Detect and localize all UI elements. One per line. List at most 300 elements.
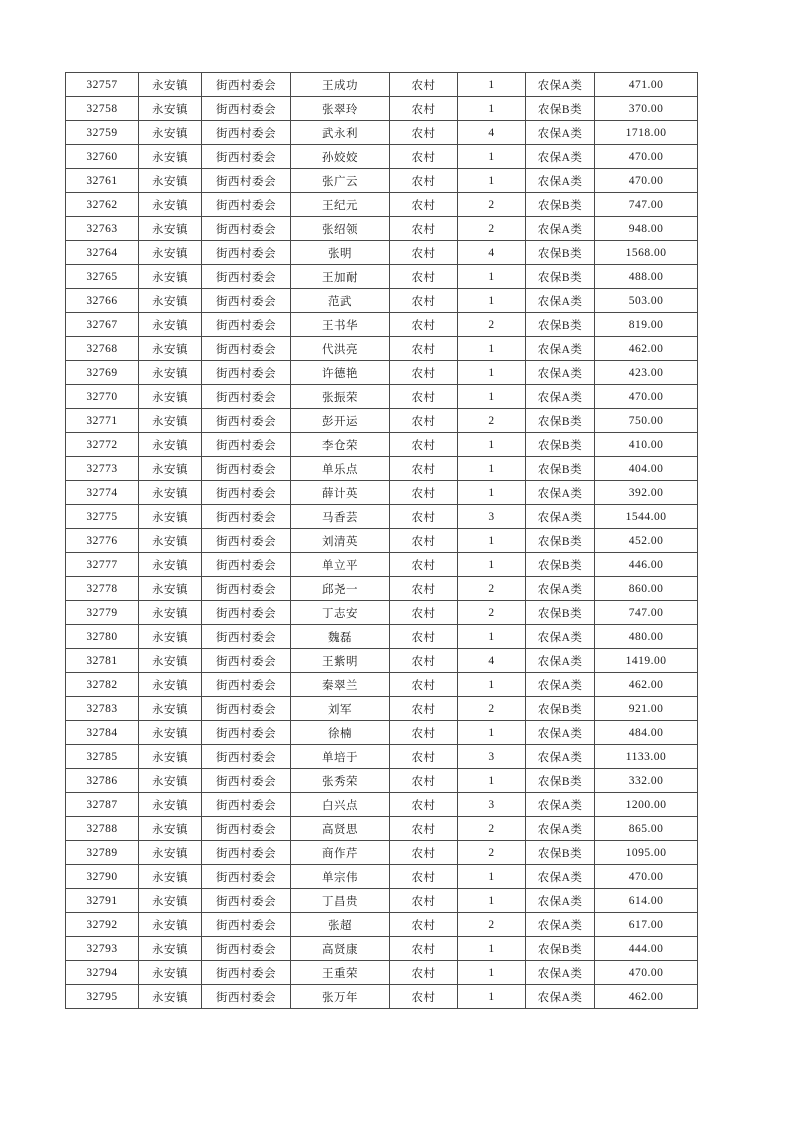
cell-town: 永安镇 <box>139 241 202 265</box>
cell-category: 农保B类 <box>526 697 595 721</box>
table-row <box>66 553 698 577</box>
cell-town: 永安镇 <box>139 721 202 745</box>
cell-count: 1 <box>458 337 526 361</box>
cell-category: 农保A类 <box>526 985 595 1009</box>
cell-type: 农村 <box>390 889 458 913</box>
cell-category: 农保A类 <box>526 625 595 649</box>
cell-name: 高贤康 <box>291 937 390 961</box>
cell-village: 街西村委会 <box>202 265 291 289</box>
cell-type: 农村 <box>390 745 458 769</box>
cell-amount: 470.00 <box>595 961 698 985</box>
cell-name: 张秀荣 <box>291 769 390 793</box>
cell-category: 农保B类 <box>526 265 595 289</box>
cell-category: 农保A类 <box>526 217 595 241</box>
cell-type: 农村 <box>390 961 458 985</box>
cell-amount: 1095.00 <box>595 841 698 865</box>
cell-count: 2 <box>458 817 526 841</box>
cell-amount: 1133.00 <box>595 745 698 769</box>
data-table <box>65 72 698 1009</box>
cell-type: 农村 <box>390 481 458 505</box>
cell-town: 永安镇 <box>139 481 202 505</box>
cell-type: 农村 <box>390 793 458 817</box>
cell-category: 农保A类 <box>526 817 595 841</box>
cell-village: 街西村委会 <box>202 529 291 553</box>
cell-village: 街西村委会 <box>202 553 291 577</box>
cell-town: 永安镇 <box>139 457 202 481</box>
cell-village: 街西村委会 <box>202 409 291 433</box>
cell-name: 丁志安 <box>291 601 390 625</box>
table-row <box>66 193 698 217</box>
cell-name: 张万年 <box>291 985 390 1009</box>
table-row <box>66 697 698 721</box>
table-row <box>66 937 698 961</box>
cell-name: 白兴点 <box>291 793 390 817</box>
cell-count: 2 <box>458 577 526 601</box>
cell-type: 农村 <box>390 433 458 457</box>
cell-type: 农村 <box>390 265 458 289</box>
cell-type: 农村 <box>390 649 458 673</box>
cell-type: 农村 <box>390 385 458 409</box>
cell-village: 街西村委会 <box>202 889 291 913</box>
cell-town: 永安镇 <box>139 193 202 217</box>
cell-town: 永安镇 <box>139 817 202 841</box>
cell-amount: 470.00 <box>595 145 698 169</box>
cell-name: 高贤思 <box>291 817 390 841</box>
cell-type: 农村 <box>390 865 458 889</box>
cell-id: 32779 <box>66 601 139 625</box>
cell-town: 永安镇 <box>139 217 202 241</box>
cell-village: 街西村委会 <box>202 457 291 481</box>
cell-count: 3 <box>458 745 526 769</box>
cell-name: 张超 <box>291 913 390 937</box>
cell-id: 32761 <box>66 169 139 193</box>
table-row <box>66 769 698 793</box>
cell-category: 农保B类 <box>526 601 595 625</box>
cell-name: 彭开运 <box>291 409 390 433</box>
cell-type: 农村 <box>390 121 458 145</box>
cell-id: 32790 <box>66 865 139 889</box>
cell-town: 永安镇 <box>139 769 202 793</box>
table-row <box>66 913 698 937</box>
cell-town: 永安镇 <box>139 505 202 529</box>
cell-count: 1 <box>458 73 526 97</box>
cell-amount: 860.00 <box>595 577 698 601</box>
table-row <box>66 313 698 337</box>
cell-type: 农村 <box>390 697 458 721</box>
table-row <box>66 505 698 529</box>
cell-id: 32757 <box>66 73 139 97</box>
cell-id: 32786 <box>66 769 139 793</box>
cell-name: 武永利 <box>291 121 390 145</box>
cell-amount: 819.00 <box>595 313 698 337</box>
cell-type: 农村 <box>390 841 458 865</box>
table-row <box>66 793 698 817</box>
cell-amount: 410.00 <box>595 433 698 457</box>
cell-id: 32772 <box>66 433 139 457</box>
cell-name: 王成功 <box>291 73 390 97</box>
cell-village: 街西村委会 <box>202 361 291 385</box>
cell-town: 永安镇 <box>139 361 202 385</box>
cell-amount: 480.00 <box>595 625 698 649</box>
cell-count: 4 <box>458 241 526 265</box>
cell-amount: 617.00 <box>595 913 698 937</box>
cell-name: 单培于 <box>291 745 390 769</box>
table-row <box>66 889 698 913</box>
table-row <box>66 241 698 265</box>
cell-village: 街西村委会 <box>202 433 291 457</box>
cell-id: 32792 <box>66 913 139 937</box>
cell-category: 农保A类 <box>526 337 595 361</box>
cell-id: 32769 <box>66 361 139 385</box>
cell-category: 农保A类 <box>526 385 595 409</box>
cell-village: 街西村委会 <box>202 817 291 841</box>
cell-name: 邱尧一 <box>291 577 390 601</box>
cell-count: 1 <box>458 457 526 481</box>
cell-category: 农保A类 <box>526 673 595 697</box>
cell-village: 街西村委会 <box>202 913 291 937</box>
table-row <box>66 817 698 841</box>
cell-count: 1 <box>458 961 526 985</box>
cell-type: 农村 <box>390 505 458 529</box>
table-row <box>66 169 698 193</box>
cell-id: 32768 <box>66 337 139 361</box>
table-row <box>66 217 698 241</box>
cell-village: 街西村委会 <box>202 577 291 601</box>
cell-amount: 471.00 <box>595 73 698 97</box>
table-row <box>66 865 698 889</box>
table-row <box>66 481 698 505</box>
cell-amount: 747.00 <box>595 193 698 217</box>
cell-name: 张绍领 <box>291 217 390 241</box>
cell-town: 永安镇 <box>139 841 202 865</box>
cell-id: 32780 <box>66 625 139 649</box>
cell-category: 农保B类 <box>526 433 595 457</box>
cell-category: 农保A类 <box>526 145 595 169</box>
cell-category: 农保A类 <box>526 361 595 385</box>
cell-category: 农保A类 <box>526 577 595 601</box>
cell-type: 农村 <box>390 721 458 745</box>
table-row <box>66 841 698 865</box>
cell-type: 农村 <box>390 937 458 961</box>
cell-category: 农保B类 <box>526 241 595 265</box>
cell-type: 农村 <box>390 169 458 193</box>
cell-count: 1 <box>458 169 526 193</box>
cell-name: 许德艳 <box>291 361 390 385</box>
cell-town: 永安镇 <box>139 73 202 97</box>
cell-name: 张广云 <box>291 169 390 193</box>
cell-count: 4 <box>458 649 526 673</box>
cell-village: 街西村委会 <box>202 169 291 193</box>
table-row <box>66 721 698 745</box>
cell-id: 32770 <box>66 385 139 409</box>
cell-type: 农村 <box>390 601 458 625</box>
table-row <box>66 961 698 985</box>
cell-village: 街西村委会 <box>202 97 291 121</box>
cell-count: 4 <box>458 121 526 145</box>
cell-type: 农村 <box>390 313 458 337</box>
cell-town: 永安镇 <box>139 937 202 961</box>
table-row <box>66 601 698 625</box>
cell-town: 永安镇 <box>139 409 202 433</box>
cell-count: 2 <box>458 913 526 937</box>
cell-id: 32782 <box>66 673 139 697</box>
table-row <box>66 985 698 1009</box>
cell-amount: 948.00 <box>595 217 698 241</box>
cell-town: 永安镇 <box>139 865 202 889</box>
cell-category: 农保B类 <box>526 97 595 121</box>
cell-id: 32794 <box>66 961 139 985</box>
cell-name: 丁昌贵 <box>291 889 390 913</box>
cell-name: 代洪亮 <box>291 337 390 361</box>
table-row <box>66 289 698 313</box>
cell-town: 永安镇 <box>139 313 202 337</box>
cell-id: 32777 <box>66 553 139 577</box>
cell-id: 32771 <box>66 409 139 433</box>
cell-count: 2 <box>458 409 526 433</box>
cell-name: 王书华 <box>291 313 390 337</box>
cell-village: 街西村委会 <box>202 73 291 97</box>
table-row <box>66 673 698 697</box>
cell-village: 街西村委会 <box>202 625 291 649</box>
cell-name: 王加耐 <box>291 265 390 289</box>
cell-town: 永安镇 <box>139 625 202 649</box>
cell-id: 32760 <box>66 145 139 169</box>
cell-type: 农村 <box>390 457 458 481</box>
cell-name: 单宗伟 <box>291 865 390 889</box>
cell-village: 街西村委会 <box>202 697 291 721</box>
cell-count: 1 <box>458 625 526 649</box>
cell-amount: 747.00 <box>595 601 698 625</box>
cell-count: 1 <box>458 97 526 121</box>
table-row <box>66 409 698 433</box>
cell-name: 范武 <box>291 289 390 313</box>
cell-town: 永安镇 <box>139 649 202 673</box>
cell-village: 街西村委会 <box>202 337 291 361</box>
cell-type: 农村 <box>390 361 458 385</box>
cell-amount: 370.00 <box>595 97 698 121</box>
cell-count: 1 <box>458 673 526 697</box>
cell-village: 街西村委会 <box>202 769 291 793</box>
cell-id: 32784 <box>66 721 139 745</box>
cell-amount: 462.00 <box>595 985 698 1009</box>
cell-category: 农保A类 <box>526 865 595 889</box>
cell-type: 农村 <box>390 529 458 553</box>
cell-id: 32791 <box>66 889 139 913</box>
cell-town: 永安镇 <box>139 145 202 169</box>
cell-town: 永安镇 <box>139 121 202 145</box>
cell-category: 农保B类 <box>526 457 595 481</box>
cell-id: 32793 <box>66 937 139 961</box>
cell-id: 32766 <box>66 289 139 313</box>
cell-id: 32789 <box>66 841 139 865</box>
cell-category: 农保A类 <box>526 121 595 145</box>
table-row <box>66 361 698 385</box>
cell-id: 32762 <box>66 193 139 217</box>
cell-name: 王紫明 <box>291 649 390 673</box>
cell-type: 农村 <box>390 193 458 217</box>
cell-count: 1 <box>458 145 526 169</box>
cell-town: 永安镇 <box>139 745 202 769</box>
cell-id: 32765 <box>66 265 139 289</box>
cell-category: 农保B类 <box>526 553 595 577</box>
cell-village: 街西村委会 <box>202 217 291 241</box>
cell-id: 32778 <box>66 577 139 601</box>
cell-id: 32783 <box>66 697 139 721</box>
cell-name: 马香芸 <box>291 505 390 529</box>
cell-count: 1 <box>458 481 526 505</box>
cell-amount: 470.00 <box>595 169 698 193</box>
cell-type: 农村 <box>390 913 458 937</box>
cell-town: 永安镇 <box>139 265 202 289</box>
cell-type: 农村 <box>390 409 458 433</box>
cell-village: 街西村委会 <box>202 793 291 817</box>
cell-name: 魏磊 <box>291 625 390 649</box>
cell-town: 永安镇 <box>139 337 202 361</box>
cell-town: 永安镇 <box>139 985 202 1009</box>
cell-category: 农保A类 <box>526 169 595 193</box>
cell-count: 1 <box>458 769 526 793</box>
cell-id: 32763 <box>66 217 139 241</box>
cell-count: 1 <box>458 265 526 289</box>
cell-category: 农保B类 <box>526 313 595 337</box>
cell-id: 32785 <box>66 745 139 769</box>
cell-category: 农保A类 <box>526 889 595 913</box>
cell-id: 32759 <box>66 121 139 145</box>
cell-town: 永安镇 <box>139 553 202 577</box>
cell-village: 街西村委会 <box>202 385 291 409</box>
cell-village: 街西村委会 <box>202 601 291 625</box>
table-body <box>66 73 698 1009</box>
cell-type: 农村 <box>390 217 458 241</box>
cell-village: 街西村委会 <box>202 745 291 769</box>
cell-category: 农保A类 <box>526 913 595 937</box>
cell-name: 张翠玲 <box>291 97 390 121</box>
cell-type: 农村 <box>390 769 458 793</box>
cell-amount: 921.00 <box>595 697 698 721</box>
cell-village: 街西村委会 <box>202 673 291 697</box>
cell-village: 街西村委会 <box>202 961 291 985</box>
cell-type: 农村 <box>390 553 458 577</box>
cell-count: 1 <box>458 889 526 913</box>
cell-amount: 470.00 <box>595 385 698 409</box>
cell-amount: 462.00 <box>595 673 698 697</box>
cell-village: 街西村委会 <box>202 649 291 673</box>
cell-town: 永安镇 <box>139 793 202 817</box>
cell-amount: 503.00 <box>595 289 698 313</box>
cell-id: 32776 <box>66 529 139 553</box>
cell-name: 王重荣 <box>291 961 390 985</box>
cell-village: 街西村委会 <box>202 721 291 745</box>
cell-name: 孙姣姣 <box>291 145 390 169</box>
cell-village: 街西村委会 <box>202 481 291 505</box>
cell-count: 2 <box>458 841 526 865</box>
cell-name: 张明 <box>291 241 390 265</box>
cell-category: 农保A类 <box>526 745 595 769</box>
table-row <box>66 433 698 457</box>
cell-type: 农村 <box>390 289 458 313</box>
cell-name: 刘清英 <box>291 529 390 553</box>
cell-village: 街西村委会 <box>202 865 291 889</box>
cell-name: 王纪元 <box>291 193 390 217</box>
cell-category: 农保B类 <box>526 769 595 793</box>
cell-count: 1 <box>458 361 526 385</box>
cell-category: 农保A类 <box>526 961 595 985</box>
table-row <box>66 73 698 97</box>
cell-id: 32758 <box>66 97 139 121</box>
cell-count: 1 <box>458 529 526 553</box>
cell-category: 农保B类 <box>526 193 595 217</box>
cell-amount: 452.00 <box>595 529 698 553</box>
cell-name: 单乐点 <box>291 457 390 481</box>
cell-amount: 423.00 <box>595 361 698 385</box>
cell-name: 李仓荣 <box>291 433 390 457</box>
cell-name: 薛计英 <box>291 481 390 505</box>
cell-name: 徐楠 <box>291 721 390 745</box>
cell-count: 3 <box>458 793 526 817</box>
cell-count: 2 <box>458 697 526 721</box>
cell-category: 农保A类 <box>526 649 595 673</box>
table-row <box>66 625 698 649</box>
cell-amount: 488.00 <box>595 265 698 289</box>
cell-category: 农保B类 <box>526 529 595 553</box>
cell-count: 2 <box>458 313 526 337</box>
table-row <box>66 385 698 409</box>
cell-village: 街西村委会 <box>202 937 291 961</box>
table-row <box>66 577 698 601</box>
cell-category: 农保B类 <box>526 841 595 865</box>
cell-type: 农村 <box>390 73 458 97</box>
cell-town: 永安镇 <box>139 433 202 457</box>
cell-type: 农村 <box>390 337 458 361</box>
cell-category: 农保A类 <box>526 481 595 505</box>
table-row <box>66 265 698 289</box>
cell-count: 1 <box>458 865 526 889</box>
cell-town: 永安镇 <box>139 697 202 721</box>
cell-village: 街西村委会 <box>202 505 291 529</box>
cell-amount: 750.00 <box>595 409 698 433</box>
cell-id: 32767 <box>66 313 139 337</box>
table-row <box>66 97 698 121</box>
cell-id: 32764 <box>66 241 139 265</box>
cell-category: 农保A类 <box>526 289 595 313</box>
cell-category: 农保A类 <box>526 721 595 745</box>
cell-amount: 404.00 <box>595 457 698 481</box>
cell-count: 1 <box>458 985 526 1009</box>
cell-type: 农村 <box>390 985 458 1009</box>
cell-count: 2 <box>458 193 526 217</box>
cell-id: 32775 <box>66 505 139 529</box>
cell-amount: 392.00 <box>595 481 698 505</box>
cell-count: 2 <box>458 217 526 241</box>
cell-town: 永安镇 <box>139 577 202 601</box>
cell-town: 永安镇 <box>139 529 202 553</box>
cell-amount: 446.00 <box>595 553 698 577</box>
cell-village: 街西村委会 <box>202 841 291 865</box>
cell-count: 1 <box>458 553 526 577</box>
cell-category: 农保B类 <box>526 937 595 961</box>
cell-amount: 1568.00 <box>595 241 698 265</box>
table-row <box>66 145 698 169</box>
cell-count: 1 <box>458 289 526 313</box>
cell-name: 商作芹 <box>291 841 390 865</box>
cell-town: 永安镇 <box>139 913 202 937</box>
cell-id: 32774 <box>66 481 139 505</box>
cell-town: 永安镇 <box>139 385 202 409</box>
table-row <box>66 121 698 145</box>
cell-town: 永安镇 <box>139 169 202 193</box>
cell-village: 街西村委会 <box>202 289 291 313</box>
cell-count: 1 <box>458 385 526 409</box>
